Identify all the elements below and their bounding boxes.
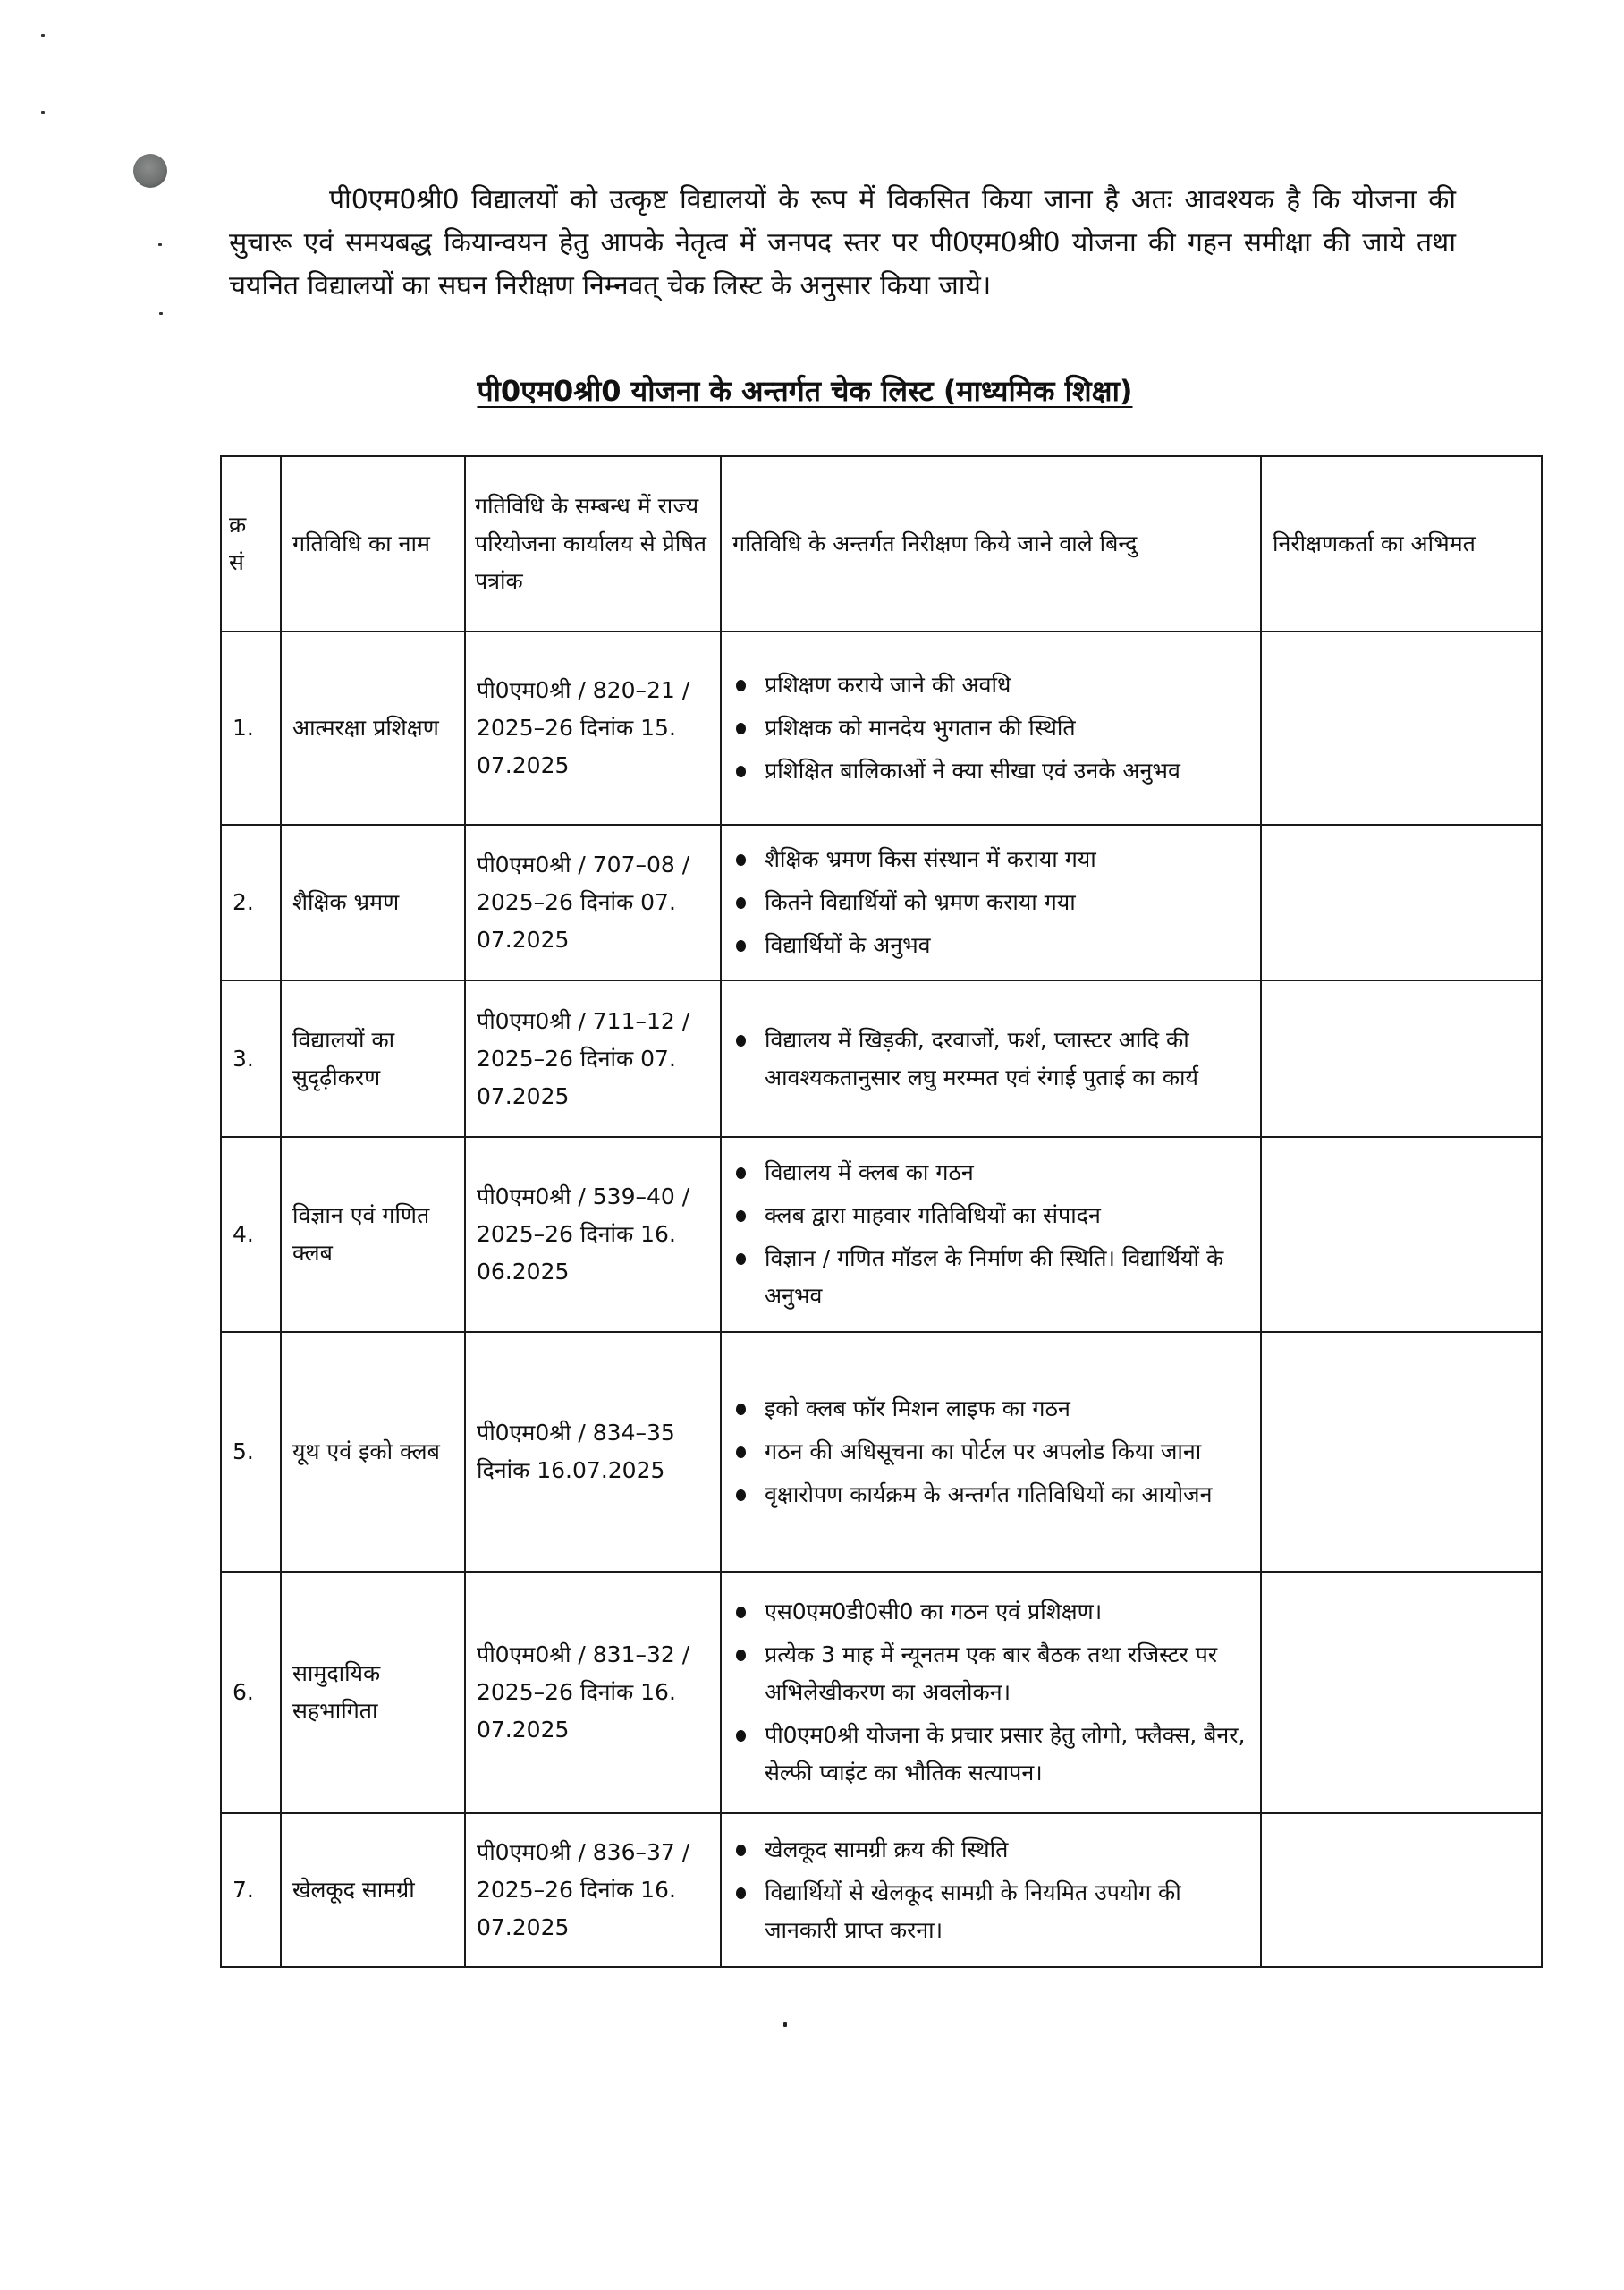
inspection-point: वृक्षारोपण कार्यक्रम के अन्तर्गत गतिविधियों का आयोजन	[732, 1476, 1249, 1514]
row-inspector-remarks	[1261, 1332, 1542, 1572]
inspection-point: खेलकूद सामग्री क्रय की स्थिति	[732, 1831, 1249, 1869]
page-title	[358, 371, 1252, 411]
row-inspection-points	[721, 1813, 1261, 1967]
inspection-point: प्रत्येक 3 माह में न्यूनतम एक बार बैठक तथा रजिस्टर पर अभिलेखीकरण का अवलोकन।	[732, 1636, 1249, 1711]
scan-speck	[159, 312, 163, 315]
inspection-point: विज्ञान / गणित मॉडल के निर्माण की स्थिति। विद्यार्थियों के अनुभव	[732, 1240, 1249, 1315]
row-activity-name: खेलकूद सामग्री	[281, 1813, 465, 1967]
row-activity-name: शैक्षिक भ्रमण	[281, 825, 465, 980]
row-letter-ref: पी0एम0श्री / 836–37 / 2025–26 दिनांक 16. 07.2025	[465, 1813, 721, 1967]
row-inspector-remarks	[1261, 1137, 1542, 1332]
table-row	[221, 1137, 1542, 1332]
inspection-point: प्रशिक्षण कराये जाने की अवधि	[732, 666, 1249, 704]
inspection-points-list	[732, 841, 1249, 964]
row-activity-name: विज्ञान एवं गणित क्लब	[281, 1137, 465, 1332]
inspection-point: विद्यालय में खिड़की, दरवाजों, फर्श, प्लास्टर आदि की आवश्यकतानुसार लघु मरम्मत एवं रंगाई पुताई का कार्य	[732, 1022, 1249, 1097]
row-letter-ref: पी0एम0श्री / 539–40 / 2025–26 दिनांक 16. 06.2025	[465, 1137, 721, 1332]
row-letter-ref: पी0एम0श्री / 711–12 / 2025–26 दिनांक 07. 07.2025	[465, 980, 721, 1137]
inspection-point: प्रशिक्षक को मानदेय भुगतान की स्थिति	[732, 709, 1249, 747]
inspection-points-list	[732, 1831, 1249, 1949]
row-inspection-points	[721, 825, 1261, 980]
row-letter-ref: पी0एम0श्री / 820–21 / 2025–26 दिनांक 15. 07.2025	[465, 632, 721, 825]
header-letter-ref: गतिविधि के सम्बन्ध में राज्य परियोजना कार्यालय से प्रेषित पत्रांक	[465, 456, 721, 632]
checklist-table	[220, 455, 1543, 1968]
inspection-point: कितने विद्यार्थियों को भ्रमण कराया गया	[732, 884, 1249, 921]
table-row	[221, 1332, 1542, 1572]
inspection-point: प्रशिक्षित बालिकाओं ने क्या सीखा एवं उनके अनुभव	[732, 752, 1249, 790]
inspection-points-list	[732, 1154, 1249, 1315]
table-row	[221, 980, 1542, 1137]
punch-hole	[133, 154, 167, 188]
header-serial: क्र सं	[221, 456, 281, 632]
table-row	[221, 1572, 1542, 1813]
inspection-point: विद्यार्थियों के अनुभव	[732, 927, 1249, 964]
row-activity-name: यूथ एवं इको क्लब	[281, 1332, 465, 1572]
row-inspector-remarks	[1261, 1572, 1542, 1813]
header-activity-name: गतिविधि का नाम	[281, 456, 465, 632]
header-inspector-remarks: निरीक्षणकर्ता का अभिमत	[1261, 456, 1542, 632]
row-inspection-points	[721, 980, 1261, 1137]
row-letter-ref: पी0एम0श्री / 831–32 / 2025–26 दिनांक 16. 07.2025	[465, 1572, 721, 1813]
scan-speck	[158, 243, 162, 246]
scan-speck	[783, 2022, 787, 2027]
row-inspector-remarks	[1261, 1813, 1542, 1967]
row-inspection-points	[721, 1332, 1261, 1572]
row-serial: 5.	[221, 1332, 281, 1572]
inspection-points-list	[732, 666, 1249, 790]
inspection-points-list	[732, 1390, 1249, 1514]
inspection-point: पी0एम0श्री योजना के प्रचार प्रसार हेतु लोगो, फ्लैक्स, बैनर, सेल्फी प्वाइंट का भौतिक सत्यापन।	[732, 1717, 1249, 1792]
inspection-point: गठन की अधिसूचना का पोर्टल पर अपलोड किया जाना	[732, 1433, 1249, 1471]
row-activity-name: आत्मरक्षा प्रशिक्षण	[281, 632, 465, 825]
row-serial: 2.	[221, 825, 281, 980]
inspection-point: क्लब द्वारा माहवार गतिविधियों का संपादन	[732, 1197, 1249, 1234]
inspection-point: इको क्लब फॉर मिशन लाइफ का गठन	[732, 1390, 1249, 1428]
row-activity-name: सामुदायिक सहभागिता	[281, 1572, 465, 1813]
row-serial: 3.	[221, 980, 281, 1137]
row-activity-name: विद्यालयों का सुदृढ़ीकरण	[281, 980, 465, 1137]
row-serial: 4.	[221, 1137, 281, 1332]
row-letter-ref: पी0एम0श्री / 834–35 दिनांक 16.07.2025	[465, 1332, 721, 1572]
row-letter-ref: पी0एम0श्री / 707–08 / 2025–26 दिनांक 07. 07.2025	[465, 825, 721, 980]
row-inspection-points	[721, 1137, 1261, 1332]
row-inspection-points	[721, 1572, 1261, 1813]
table-row	[221, 632, 1542, 825]
row-serial: 7.	[221, 1813, 281, 1967]
inspection-points-list	[732, 1593, 1249, 1792]
intro-paragraph: पी0एम0श्री0 विद्यालयों को उत्कृष्ट विद्यालयों के रूप में विकसित किया जाना है अतः आवश्यक है कि योजना की सुचारू एवं समयबद्ध कियान्वयन हेतु आपके नेतृत्व में जनपद स्तर पर पी0एम0श्री0 योजना की गहन समीक्षा की जाये तथा चयनित विद्यालयों का सघन निरीक्षण निम्नवत् चेक लिस्ट के अनुसार किया जाये।	[229, 184, 1456, 301]
row-inspector-remarks	[1261, 825, 1542, 980]
row-inspection-points	[721, 632, 1261, 825]
row-serial: 6.	[221, 1572, 281, 1813]
inspection-point: एस0एम0डी0सी0 का गठन एवं प्रशिक्षण।	[732, 1593, 1249, 1631]
scan-speck	[41, 111, 45, 114]
scan-speck	[41, 34, 45, 37]
page-title-text: पी0एम0श्री0 योजना के अन्तर्गत चेक लिस्ट (माध्यमिक शिक्षा)	[477, 374, 1133, 408]
header-inspection-points: गतिविधि के अन्तर्गत निरीक्षण किये जाने वाले बिन्दु	[721, 456, 1261, 632]
inspection-point: शैक्षिक भ्रमण किस संस्थान में कराया गया	[732, 841, 1249, 878]
row-inspector-remarks	[1261, 632, 1542, 825]
row-inspector-remarks	[1261, 980, 1542, 1137]
inspection-points-list	[732, 1022, 1249, 1097]
table-header-row	[221, 456, 1542, 632]
row-serial: 1.	[221, 632, 281, 825]
inspection-point: विद्यालय में क्लब का गठन	[732, 1154, 1249, 1192]
inspection-point: विद्यार्थियों से खेलकूद सामग्री के नियमित उपयोग की जानकारी प्राप्त करना।	[732, 1874, 1249, 1949]
table-row	[221, 825, 1542, 980]
table-row	[221, 1813, 1542, 1967]
